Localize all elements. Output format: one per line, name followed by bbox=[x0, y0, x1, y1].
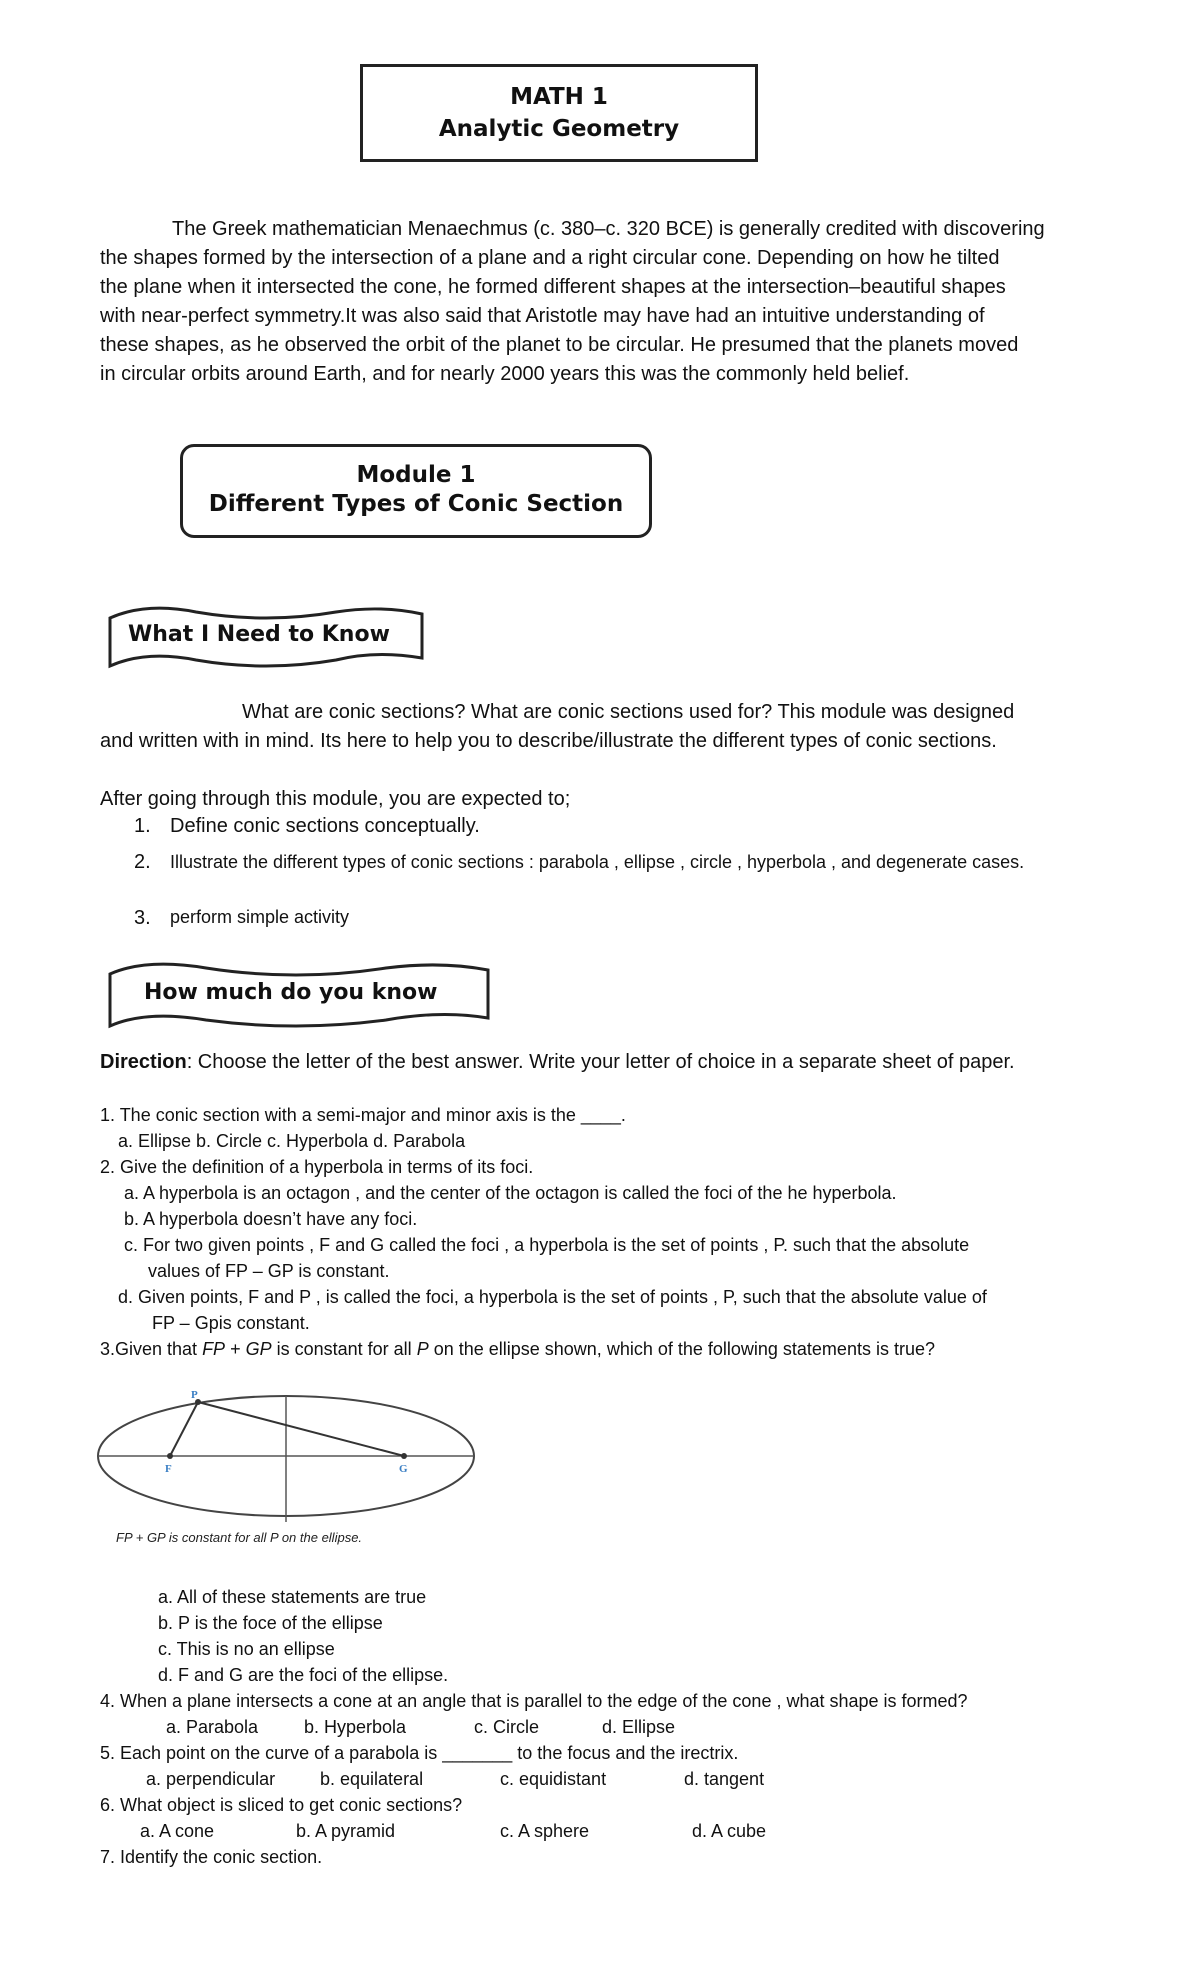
question-4: 4. When a plane intersects a cone at an angle that is parallel to the edge of the cone , what shape is formed? bbox=[100, 1691, 968, 1711]
objective-item: 3. perform simple activity bbox=[134, 907, 350, 929]
question-3-choice-d: d. F and G are the foci of the ellipse. bbox=[158, 1665, 449, 1685]
objective-number: 3. bbox=[134, 907, 151, 929]
question-1-choices: a. Ellipse b. Circle c. Hyperbola d. Parabola bbox=[118, 1131, 466, 1151]
course-title: MATH 1 bbox=[510, 84, 608, 110]
banner-label: How much do you know bbox=[144, 980, 438, 1005]
objective-item: 1. Define conic sections conceptually. bbox=[134, 815, 480, 837]
intro-line: the shapes formed by the intersection of a plane and a right circular cone. Depending on how he tilted bbox=[100, 247, 1000, 269]
ellipse-diagram bbox=[96, 1388, 486, 1548]
point-f bbox=[167, 1453, 173, 1459]
direction bbox=[100, 1048, 1015, 1077]
question-4-choice: b. Hyperbola bbox=[304, 1717, 407, 1737]
question-4-choice: a. Parabola bbox=[166, 1717, 259, 1737]
question-3-choice-a: a. All of these statements are true bbox=[158, 1587, 427, 1607]
banner-label: What I Need to Know bbox=[128, 622, 390, 647]
intro-line: the plane when it intersected the cone, he formed different shapes at the intersection–beautiful shapes bbox=[100, 276, 1006, 298]
question-2-choice-c-cont: values of FP – GP is constant. bbox=[148, 1261, 390, 1281]
question-7: 7. Identify the conic section. bbox=[100, 1847, 323, 1867]
question-6: 6. What object is sliced to get conic sections? bbox=[100, 1795, 463, 1815]
question-4-choice: c. Circle bbox=[474, 1717, 540, 1737]
intro-paragraph bbox=[100, 215, 1120, 389]
how-much-do-you-know-banner bbox=[106, 956, 492, 1030]
question-5-choice: c. equidistant bbox=[500, 1769, 607, 1789]
objective-number: 1. bbox=[134, 815, 151, 837]
question-6-choice: a. A cone bbox=[140, 1821, 215, 1841]
course-subtitle: Analytic Geometry bbox=[438, 116, 680, 142]
question-5-choice: d. tangent bbox=[684, 1769, 765, 1789]
question-3-choice-b: b. P is the foce of the ellipse bbox=[158, 1613, 383, 1633]
question-3: 3.Given that FP + GP is constant for all P on the ellipse shown, which of the following statements is true? bbox=[100, 1339, 935, 1359]
point-g bbox=[401, 1453, 407, 1459]
need-line: and written with in mind. Its here to help you to describe/illustrate the different types of conic sections. bbox=[100, 730, 997, 752]
question-6-choice: b. A pyramid bbox=[296, 1821, 396, 1841]
question-5-choice: a. perpendicular bbox=[146, 1769, 276, 1789]
segment-pf bbox=[170, 1402, 198, 1456]
objective-number: 2. bbox=[134, 851, 151, 873]
question-2-choice-d-cont: FP – Gpis constant. bbox=[152, 1313, 310, 1333]
question-6-choice: d. A cube bbox=[692, 1821, 767, 1841]
label-f: F bbox=[165, 1463, 172, 1475]
question-2: 2. Give the definition of a hyperbola in terms of its foci. bbox=[100, 1157, 534, 1177]
figure-caption: FP + GP is constant for all P on the ellipse. bbox=[116, 1530, 363, 1545]
segment-pg bbox=[198, 1402, 404, 1456]
intro-line: with near-perfect symmetry.It was also said that Aristotle may have had an intuitive understanding of bbox=[100, 305, 985, 327]
objectives-lead: After going through this module, you are expected to; bbox=[100, 788, 571, 810]
intro-line: these shapes, as he observed the orbit of the planet to be circular. He presumed that the planets moved bbox=[100, 334, 1019, 356]
title-box bbox=[360, 64, 758, 162]
ellipse-figure bbox=[96, 1388, 486, 1548]
module-box bbox=[180, 444, 652, 538]
need-paragraph bbox=[100, 698, 1140, 756]
question-2-choice-c: c. For two given points , F and G called the foci , a hyperbola is the set of points , P. such that the absolute bbox=[124, 1235, 970, 1255]
question-1: 1. The conic section with a semi-major and minor axis is the ____. bbox=[100, 1105, 626, 1125]
question-5: 5. Each point on the curve of a parabola is _______ to the focus and the irectrix. bbox=[100, 1743, 739, 1763]
question-6-choice: c. A sphere bbox=[500, 1821, 590, 1841]
intro-line: in circular orbits around Earth, and for nearly 2000 years this was the commonly held belief. bbox=[100, 363, 910, 385]
label-g: G bbox=[399, 1463, 408, 1475]
need-line: What are conic sections? What are conic sections used for? This module was designed bbox=[242, 701, 1015, 723]
direction-text: : Choose the letter of the best answer. Write your letter of choice in a separate sheet of paper. bbox=[186, 1051, 1015, 1073]
module-number: Module 1 bbox=[356, 462, 476, 488]
direction-label: Direction bbox=[100, 1051, 187, 1073]
objectives-list bbox=[100, 815, 1100, 939]
objective-item: 2. Illustrate the different types of conic sections : parabola , ellipse , circle , hyperbola , and degenerate cases. bbox=[100, 847, 1100, 907]
label-p: P bbox=[191, 1389, 198, 1401]
intro-line: The Greek mathematician Menaechmus (c. 380–c. 320 BCE) is generally credited with discovering bbox=[172, 218, 1045, 240]
module-title: Different Types of Conic Section bbox=[208, 491, 624, 517]
what-i-need-to-know-banner bbox=[106, 600, 426, 670]
question-4-choice: d. Ellipse bbox=[602, 1717, 676, 1737]
question-5-choice: b. equilateral bbox=[320, 1769, 424, 1789]
question-3-choice-c: c. This is no an ellipse bbox=[158, 1639, 335, 1659]
question-2-choice-d: d. Given points, F and P , is called the foci, a hyperbola is the set of points , P, such that the absolute value of bbox=[118, 1287, 987, 1307]
question-2-choice-b: b. A hyperbola doesn’t have any foci. bbox=[124, 1209, 418, 1229]
question-2-choice-a: a. A hyperbola is an octagon , and the center of the octagon is called the foci of the he hyperbola. bbox=[124, 1183, 897, 1203]
